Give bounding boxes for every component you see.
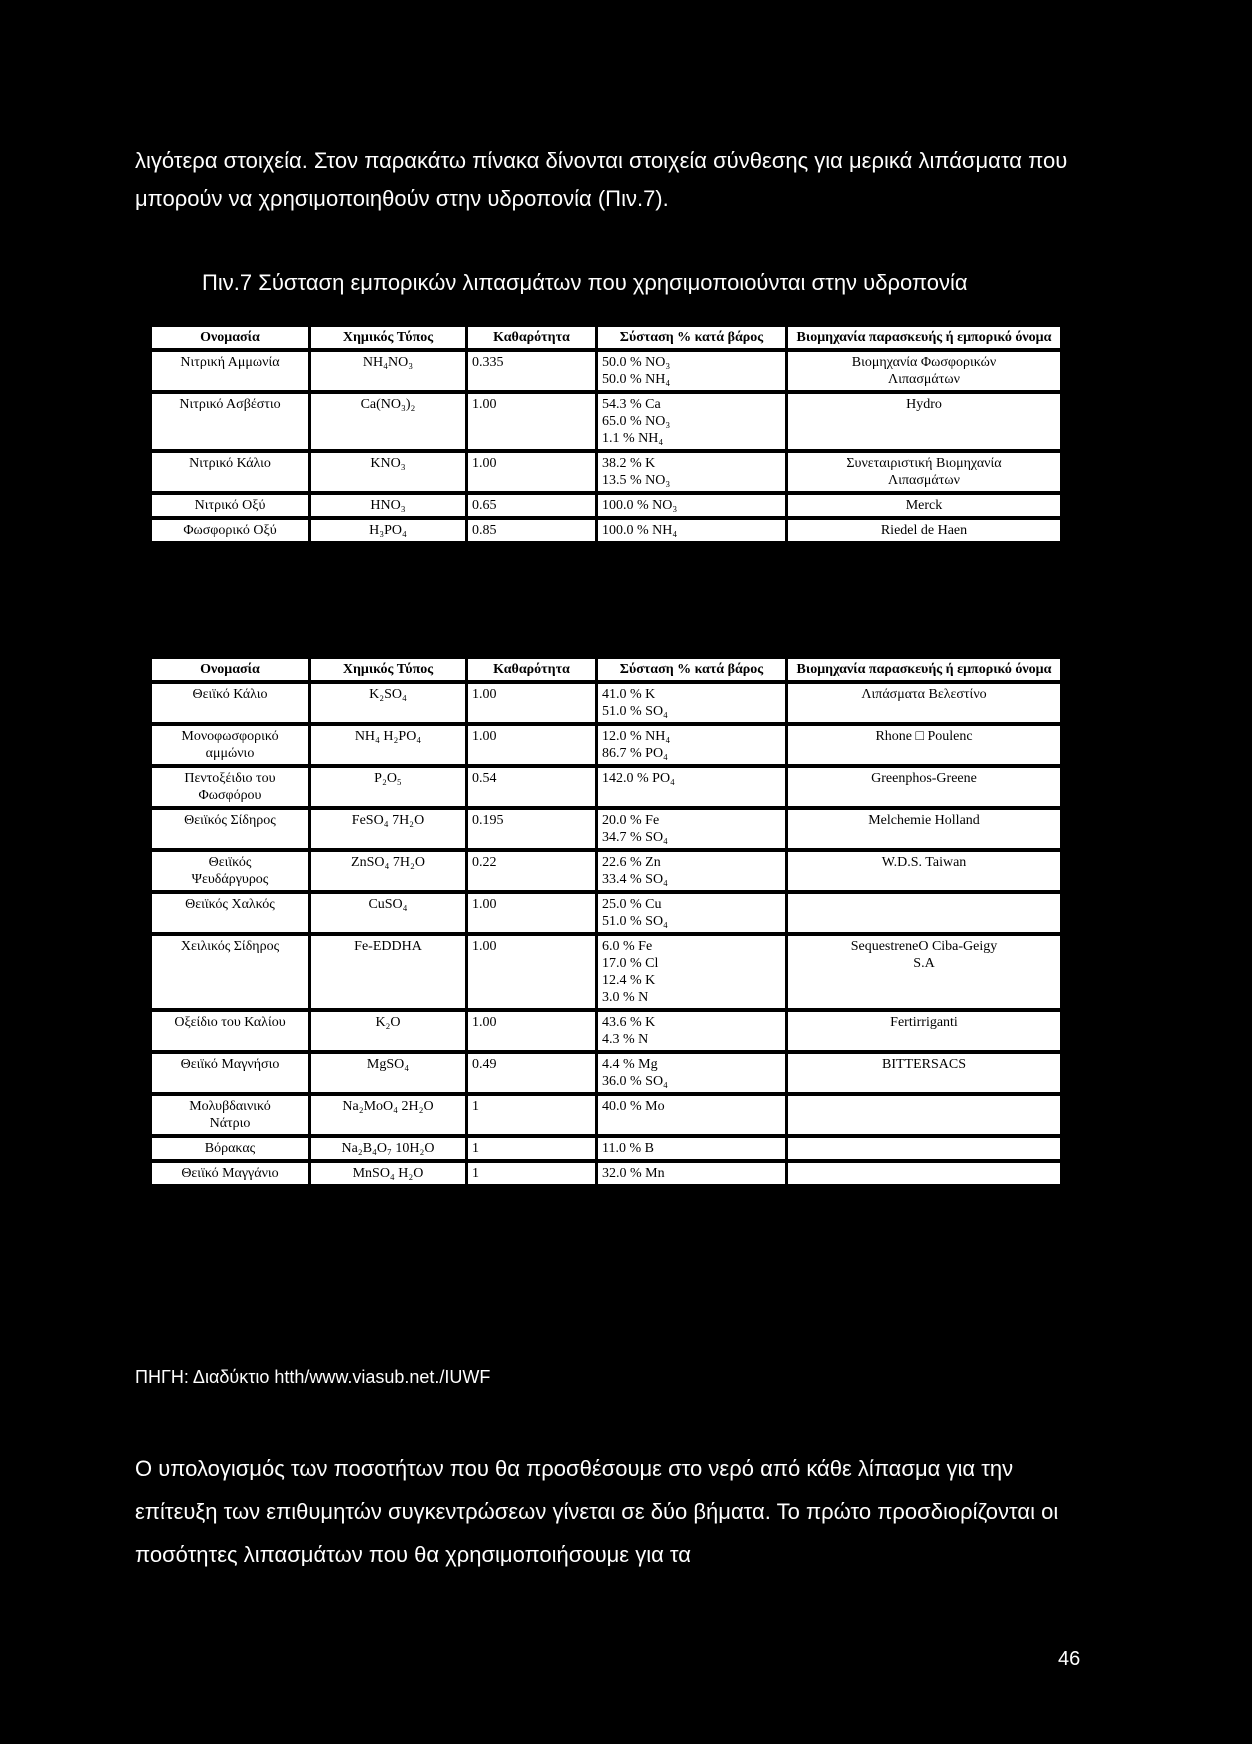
cell-formula: K₂O <box>308 1012 465 1050</box>
cell-purity: 1 <box>465 1138 595 1159</box>
cell-composition-line: 34.7 % SO₄ <box>602 830 668 845</box>
cell-name-line: Μονοφωσφορικό <box>181 729 279 744</box>
cell-name <box>152 684 308 722</box>
header-composition: Σύσταση % κατά βάρος <box>595 327 785 348</box>
cell-composition <box>595 1163 785 1184</box>
cell-formula: NH₄NO₃ <box>308 352 465 390</box>
cell-composition <box>595 1096 785 1134</box>
cell-manufacturer <box>785 1096 1060 1134</box>
cell-name-line: Θειϊκό Μαγγάνιο <box>181 1166 279 1181</box>
cell-manufacturer-line: W.D.S. Taiwan <box>881 855 967 870</box>
cell-name-line: Νιτρικό Κάλιο <box>189 456 271 471</box>
cell-manufacturer <box>785 520 1060 541</box>
cell-name-line: Οξείδιο του Καλίου <box>174 1015 286 1030</box>
cell-name-line: Βόρακας <box>204 1141 256 1156</box>
cell-purity: 0.65 <box>465 495 595 516</box>
cell-manufacturer <box>785 352 1060 390</box>
cell-name-line: Θειϊκό Κάλιο <box>192 687 268 702</box>
cell-manufacturer-line: Λιπάσματα Βελεστίνο <box>861 687 987 702</box>
cell-manufacturer-line: Rhone □ Poulenc <box>875 729 973 744</box>
cell-composition-line: 12.4 % K <box>602 973 656 988</box>
cell-name-line: Θειϊκός Χαλκός <box>185 897 275 912</box>
cell-manufacturer-line: Fertirriganti <box>890 1015 958 1030</box>
cell-name-line: Νάτριο <box>209 1116 251 1131</box>
cell-formula: H₃PO₄ <box>308 520 465 541</box>
cell-manufacturer-line: Βιομηχανία Φωσφορικών <box>851 355 997 370</box>
cell-name-line: Νιτρικό Οξύ <box>194 498 266 513</box>
cell-composition <box>595 394 785 449</box>
cell-composition-line: 11.0 % B <box>602 1141 654 1156</box>
cell-manufacturer-line: Συνεταιριστική Βιομηχανία <box>846 456 1002 471</box>
cell-name <box>152 768 308 806</box>
header-manufacturer: Βιομηχανία παρασκευής ή εμπορικό όνομα <box>785 659 1060 680</box>
cell-manufacturer <box>785 894 1060 932</box>
cell-manufacturer <box>785 936 1060 1008</box>
table-header-row <box>152 659 1060 680</box>
cell-composition-line: 54.3 % Ca <box>602 397 661 412</box>
cell-formula: NH₄ H₂PO₄ <box>308 726 465 764</box>
cell-composition-line: 142.0 % PO₄ <box>602 771 675 786</box>
cell-name-line: αμμώνιο <box>205 746 255 761</box>
cell-name-line: Θειϊκό Μαγνήσιο <box>180 1057 280 1072</box>
intro-paragraph: λιγότερα στοιχεία. Στον παρακάτω πίνακα δίνονται στοιχεία σύνθεσης για μερικά λιπάσματα που μπορούν να χρησιμοποιηθούν στην υδροπονία (Πιν.7). <box>135 148 1068 211</box>
cell-composition-line: 32.0 % Mn <box>602 1166 665 1181</box>
cell-formula: ZnSO₄ 7H₂O <box>308 852 465 890</box>
header-name: Ονομασία <box>152 659 308 680</box>
cell-composition-line: 4.3 % N <box>602 1032 649 1047</box>
cell-name <box>152 1012 308 1050</box>
cell-formula: MnSO₄ H₂O <box>308 1163 465 1184</box>
cell-composition-line: 25.0 % Cu <box>602 897 662 912</box>
table-row <box>152 684 1060 722</box>
cell-name <box>152 1163 308 1184</box>
cell-composition-line: 51.0 % SO₄ <box>602 914 668 929</box>
cell-manufacturer-line: Melchemie Holland <box>868 813 980 828</box>
cell-composition-line: 86.7 % PO₄ <box>602 746 668 761</box>
cell-composition <box>595 768 785 806</box>
cell-name <box>152 394 308 449</box>
cell-composition <box>595 726 785 764</box>
cell-purity: 0.335 <box>465 352 595 390</box>
cell-manufacturer-line: S.A <box>913 956 935 971</box>
cell-composition <box>595 1054 785 1092</box>
cell-composition-line: 41.0 % K <box>602 687 656 702</box>
cell-composition-line: 1.1 % NH₄ <box>602 431 664 446</box>
cell-composition-line: 13.5 % NO₃ <box>602 473 671 488</box>
table-row <box>152 768 1060 806</box>
cell-name-line: Μολυβδαινικό <box>189 1099 271 1114</box>
cell-manufacturer <box>785 810 1060 848</box>
cell-formula: Ca(NO₃)₂ <box>308 394 465 449</box>
cell-composition <box>595 684 785 722</box>
cell-composition-line: 100.0 % NO₃ <box>602 498 678 513</box>
cell-name <box>152 894 308 932</box>
cell-name-line: Πεντοξέιδιο του <box>184 771 276 786</box>
cell-name <box>152 726 308 764</box>
table-row <box>152 1096 1060 1134</box>
cell-name-line: Χειλικός Σίδηρος <box>180 939 280 954</box>
cell-manufacturer <box>785 1163 1060 1184</box>
cell-formula: P₂O₅ <box>308 768 465 806</box>
cell-composition <box>595 1012 785 1050</box>
cell-name-line: Θειϊκός Σίδηρος <box>184 813 276 828</box>
cell-manufacturer <box>785 394 1060 449</box>
cell-composition-line: 40.0 % Mo <box>602 1099 665 1114</box>
cell-composition-line: 100.0 % NH₄ <box>602 523 678 538</box>
cell-formula: Na₂B₄O₇ 10H₂O <box>308 1138 465 1159</box>
cell-purity: 0.49 <box>465 1054 595 1092</box>
closing-paragraph: Ο υπολογισμός των ποσοτήτων που θα προσθέσουμε στο νερό από κάθε λίπασμα για την επίτευξη των επιθυμητών συγκεντρώσεων γίνεται σε δύο βήματα. Το πρώτο προσδιορίζονται οι ποσότητες λιπασμάτων που θα χρησιμοποιήσουμε για τα <box>135 1456 1059 1567</box>
cell-manufacturer-line: Greenphos-Greene <box>871 771 977 786</box>
cell-manufacturer-line: Hydro <box>906 397 942 412</box>
cell-name <box>152 495 308 516</box>
cell-manufacturer <box>785 1138 1060 1159</box>
header-composition: Σύσταση % κατά βάρος <box>595 659 785 680</box>
cell-manufacturer-line: Λιπασμάτων <box>888 372 960 387</box>
table-row <box>152 352 1060 390</box>
cell-formula: FeSO₄ 7H₂O <box>308 810 465 848</box>
cell-composition-line: 43.6 % K <box>602 1015 656 1030</box>
table-row <box>152 1012 1060 1050</box>
cell-purity: 1.00 <box>465 394 595 449</box>
cell-name-line: Θειϊκός <box>208 855 252 870</box>
cell-manufacturer <box>785 768 1060 806</box>
cell-manufacturer <box>785 495 1060 516</box>
cell-composition <box>595 453 785 491</box>
cell-formula: Na₂MoO₄ 2H₂O <box>308 1096 465 1134</box>
cell-purity: 0.22 <box>465 852 595 890</box>
cell-composition-line: 50.0 % NH₄ <box>602 372 671 387</box>
cell-composition-line: 3.0 % N <box>602 990 649 1005</box>
cell-purity: 1.00 <box>465 726 595 764</box>
fertilizer-table-2 <box>152 655 1060 1188</box>
cell-purity: 1.00 <box>465 684 595 722</box>
cell-formula: HNO₃ <box>308 495 465 516</box>
table-row <box>152 726 1060 764</box>
cell-composition <box>595 852 785 890</box>
cell-purity: 1.00 <box>465 453 595 491</box>
cell-purity: 1.00 <box>465 1012 595 1050</box>
cell-composition-line: 12.0 % NH₄ <box>602 729 671 744</box>
cell-manufacturer-line: Merck <box>905 498 943 513</box>
table-row <box>152 520 1060 541</box>
cell-composition <box>595 936 785 1008</box>
cell-name <box>152 936 308 1008</box>
cell-composition-line: 33.4 % SO₄ <box>602 872 668 887</box>
header-name: Ονομασία <box>152 327 308 348</box>
cell-composition <box>595 810 785 848</box>
table-row <box>152 394 1060 449</box>
cell-manufacturer <box>785 1054 1060 1092</box>
cell-composition <box>595 894 785 932</box>
cell-name <box>152 1096 308 1134</box>
cell-name <box>152 453 308 491</box>
table-row <box>152 1163 1060 1184</box>
table-row <box>152 894 1060 932</box>
cell-purity: 1 <box>465 1096 595 1134</box>
cell-manufacturer <box>785 1012 1060 1050</box>
cell-name-line: Φωσφορικό Οξύ <box>183 523 277 538</box>
cell-name <box>152 520 308 541</box>
table-row <box>152 810 1060 848</box>
cell-purity: 0.54 <box>465 768 595 806</box>
table-row <box>152 453 1060 491</box>
cell-manufacturer-line: BITTERSACS <box>881 1057 966 1072</box>
header-formula: Χημικός Τύπος <box>308 659 465 680</box>
cell-composition-line: 6.0 % Fe <box>602 939 653 954</box>
cell-manufacturer <box>785 684 1060 722</box>
table-body <box>152 352 1060 541</box>
table-row <box>152 852 1060 890</box>
table-row <box>152 1054 1060 1092</box>
cell-name-line: Ψευδάργυρος <box>191 872 269 887</box>
table-row <box>152 1138 1060 1159</box>
cell-purity: 0.85 <box>465 520 595 541</box>
cell-composition <box>595 1138 785 1159</box>
cell-name <box>152 352 308 390</box>
cell-purity: 1 <box>465 1163 595 1184</box>
cell-composition-line: 22.6 % Zn <box>602 855 661 870</box>
cell-formula: K₂SO₄ <box>308 684 465 722</box>
cell-name <box>152 1138 308 1159</box>
cell-purity: 0.195 <box>465 810 595 848</box>
cell-purity: 1.00 <box>465 936 595 1008</box>
table-row <box>152 936 1060 1008</box>
cell-manufacturer-line: Riedel de Haen <box>880 523 968 538</box>
cell-composition-line: 17.0 % Cl <box>602 956 659 971</box>
cell-formula: MgSO₄ <box>308 1054 465 1092</box>
header-manufacturer: Βιομηχανία παρασκευής ή εμπορικό όνομα <box>785 327 1060 348</box>
cell-composition <box>595 520 785 541</box>
table-caption: Πιν.7 Σύσταση εμπορικών λιπασμάτων που χρησιμοποιούνται στην υδροπονία <box>202 270 968 295</box>
header-formula: Χημικός Τύπος <box>308 327 465 348</box>
cell-composition-line: 65.0 % NO₃ <box>602 414 671 429</box>
fertilizer-table-1 <box>152 323 1060 545</box>
cell-manufacturer <box>785 453 1060 491</box>
header-purity: Καθαρότητα <box>465 659 595 680</box>
table-row <box>152 495 1060 516</box>
table-header-row <box>152 327 1060 348</box>
cell-manufacturer-line: Λιπασμάτων <box>888 473 960 488</box>
cell-name-line: Νιτρική Αμμωνία <box>180 355 280 370</box>
cell-composition <box>595 352 785 390</box>
page-number: 46 <box>1058 1648 1081 1670</box>
cell-name-line: Φωσφόρου <box>198 788 262 803</box>
cell-manufacturer-line: SequestreneO Ciba-Geigy <box>850 939 998 954</box>
cell-formula: Fe-EDDHA <box>308 936 465 1008</box>
cell-manufacturer <box>785 852 1060 890</box>
cell-purity: 1.00 <box>465 894 595 932</box>
cell-formula: CuSO₄ <box>308 894 465 932</box>
cell-composition-line: 51.0 % SO₄ <box>602 704 668 719</box>
cell-manufacturer <box>785 726 1060 764</box>
cell-composition-line: 4.4 % Mg <box>602 1057 658 1072</box>
cell-name <box>152 852 308 890</box>
table-body <box>152 684 1060 1184</box>
cell-formula: KNO₃ <box>308 453 465 491</box>
cell-composition-line: 38.2 % K <box>602 456 656 471</box>
cell-name <box>152 810 308 848</box>
cell-composition <box>595 495 785 516</box>
cell-composition-line: 36.0 % SO₄ <box>602 1074 668 1089</box>
header-purity: Καθαρότητα <box>465 327 595 348</box>
cell-composition-line: 20.0 % Fe <box>602 813 660 828</box>
cell-composition-line: 50.0 % NO₃ <box>602 355 671 370</box>
cell-name <box>152 1054 308 1092</box>
cell-name-line: Νιτρικό Ασβέστιο <box>179 397 281 412</box>
source-note: ΠΗΓΗ: Διαδύκτιο htth/www.viasub.net./IUWF <box>135 1367 491 1387</box>
